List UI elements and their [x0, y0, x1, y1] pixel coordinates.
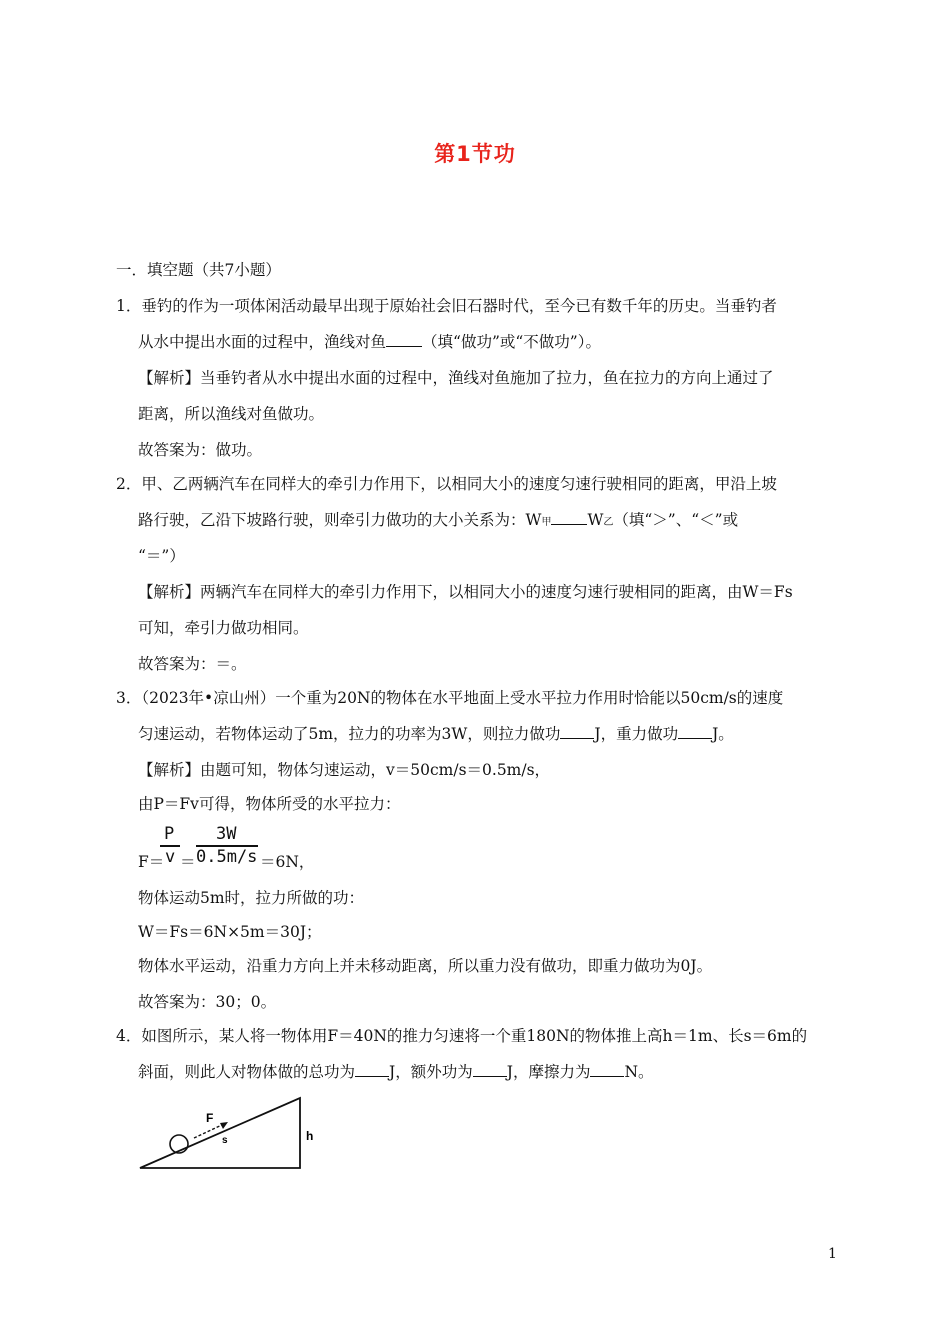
answer-blank[interactable]	[551, 510, 587, 525]
q3-analysis-4: W＝Fs＝6N×5m＝30J；	[138, 923, 322, 941]
formula-eq: ＝	[180, 853, 196, 871]
formula-result: ＝6N，	[260, 853, 315, 871]
q1-answer: 故答案为：做功。	[138, 441, 263, 459]
section-heading: 一．填空题（共7小题）	[116, 261, 281, 279]
q3-text-c: J。	[712, 725, 734, 743]
q2-sub-jia: 甲	[541, 517, 552, 528]
incline-diagram	[138, 1092, 328, 1174]
formula-num1: P	[164, 824, 175, 844]
label-s: s	[222, 1135, 228, 1146]
q1-analysis-2: 距离，所以渔线对鱼做功。	[138, 405, 325, 423]
answer-blank[interactable]	[590, 1062, 624, 1077]
q1-analysis-1: 【解析】当垂钓者从水中提出水面的过程中，渔线对鱼施加了拉力，鱼在拉力的方向上通过了	[138, 369, 774, 387]
q4-line2	[138, 1062, 654, 1082]
q3-analysis-3: 物体运动5m时，拉力所做的功：	[138, 889, 365, 907]
q2-text-a: 路行驶，乙沿下坡路行驶，则牵引力做功的大小关系为：W	[138, 511, 542, 529]
q4-text-b: J，额外功为	[389, 1063, 473, 1081]
q3-analysis-1: 【解析】由题可知，物体匀速运动，v＝50cm/s＝0.5m/s，	[138, 761, 551, 779]
q3-analysis-5: 物体水平运动，沿重力方向上并未移动距离，所以重力没有做功，即重力做功为0J。	[138, 957, 713, 975]
formula-lhs: F＝	[138, 853, 165, 871]
label-h: h	[306, 1129, 314, 1143]
q3-answer: 故答案为：30；0。	[138, 993, 277, 1011]
answer-blank[interactable]	[473, 1062, 507, 1077]
q3-line1: 3．（2023年•凉山州）一个重为20N的物体在水平地面上受水平拉力作用时恰能以50cm/s的速度	[116, 689, 784, 707]
q2-w: W	[587, 511, 604, 529]
q4-text-a: 斜面，则此人对物体做的总功为	[138, 1063, 356, 1081]
q1-text-b: （填“做功”或“不做功”）。	[422, 333, 601, 351]
q2-analysis-1: 【解析】两辆汽车在同样大的牵引力作用下，以相同大小的速度匀速行驶相同的距离，由W＝Fs	[138, 583, 793, 601]
q3-line2	[138, 724, 734, 744]
page-title: 第1节功	[434, 142, 516, 166]
q1-line2	[138, 332, 601, 352]
label-f: F	[206, 1111, 214, 1125]
q3-text-b: J，重力做功	[594, 725, 679, 743]
q1-line1: 1．垂钓的作为一项体闲活动最早出现于原始社会旧石器时代，至今已有数千年的历史。当垂钓者	[116, 297, 777, 315]
formula-num2: 3W	[216, 824, 237, 844]
q1-text-a: 从水中提出水面的过程中，渔线对鱼	[138, 333, 387, 351]
q4-text-d: N。	[624, 1063, 654, 1081]
answer-blank[interactable]	[355, 1062, 389, 1077]
q2-answer: 故答案为：＝。	[138, 655, 247, 673]
q2-sub-yi: 乙	[603, 517, 614, 528]
q2-line2	[138, 510, 738, 533]
q2-analysis-2: 可知，牵引力做功相同。	[138, 619, 309, 637]
q3-analysis-2: 由P＝Fv可得，物体所受的水平拉力：	[138, 795, 401, 813]
q2-line1: 2．甲、乙两辆汽车在同样大的牵引力作用下，以相同大小的速度匀速行驶相同的距离，甲沿上坡	[116, 475, 777, 493]
q4-text-c: J，摩擦力为	[506, 1063, 591, 1081]
q2-line3: “＝”）	[138, 547, 185, 565]
answer-blank[interactable]	[560, 724, 594, 739]
force-arrow	[194, 1124, 224, 1138]
q2-text-b: （填“＞”、“＜”或	[613, 511, 739, 529]
answer-blank[interactable]	[386, 332, 422, 347]
incline-triangle	[140, 1098, 300, 1168]
formula-den1: v	[165, 847, 176, 867]
page-number: 1	[828, 1246, 837, 1262]
formula-den2: 0.5m/s	[196, 847, 258, 867]
formula-fraction	[138, 822, 438, 872]
q3-text-a: 匀速运动，若物体运动了5m，拉力的功率为3W，则拉力做功	[138, 725, 561, 743]
q4-line1: 4．如图所示，某人将一物体用F＝40N的推力匀速将一个重180N的物体推上高h＝1m、长s＝6m的	[116, 1027, 808, 1045]
arrow-head	[220, 1122, 228, 1129]
answer-blank[interactable]	[678, 724, 712, 739]
